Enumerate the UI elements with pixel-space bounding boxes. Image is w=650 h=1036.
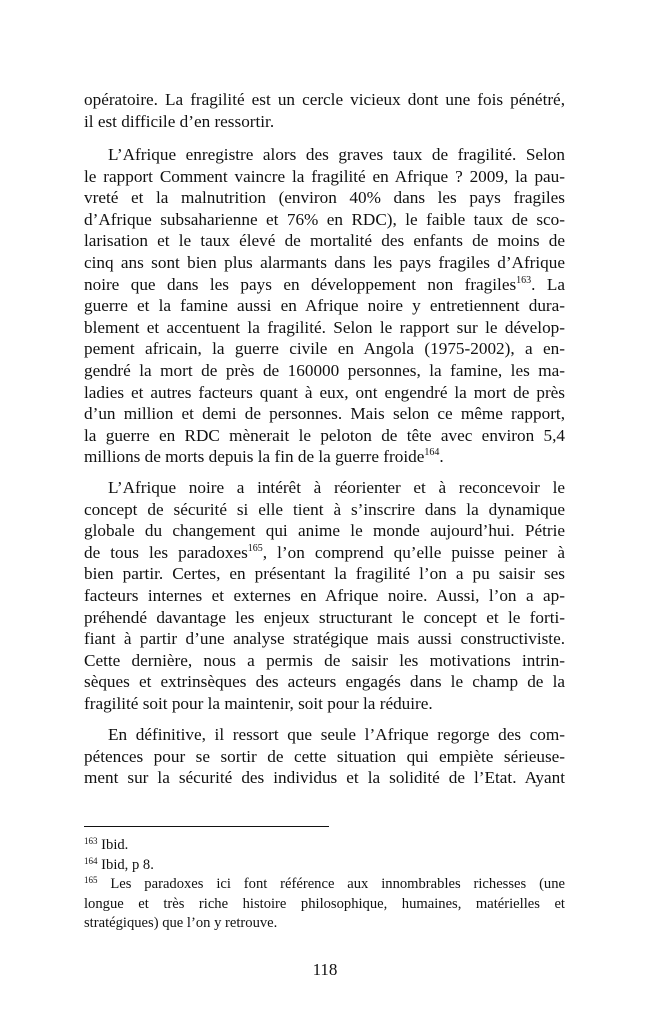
line-text: globale du changement qui anime le monde aujourd’hui. Pétrie [84, 521, 565, 541]
line-text: fragilité soit pour la maintenir, soit pour la réduire. [84, 693, 433, 713]
line-text: la guerre en RDC mènerait le peloton de tête avec environ 5,4 [84, 425, 565, 445]
line-text: millions de morts depuis la fin de la guerre froide [84, 447, 425, 467]
footnote-line [84, 836, 565, 856]
line-text: gendré la mort de près de 160000 personnes, la famine, les ma- [84, 360, 565, 380]
text-line [84, 628, 565, 650]
footnote-separator [84, 826, 329, 827]
text-line [84, 111, 565, 133]
line-text: vreté et la malnutrition (environ 40% dans les pays fragiles [84, 188, 565, 208]
page-number: 118 [312, 960, 338, 979]
line-text: facteurs internes et externes en Afrique noire. Aussi, l’on a ap- [84, 585, 565, 605]
line-text: . [439, 447, 444, 467]
footnote-text: longue et très riche histoire philosophique, humaines, matérielles et [84, 895, 565, 912]
line-text: noire que dans les pays en développement non fragiles [84, 274, 517, 294]
footnote-text: Les paradoxes ici font référence aux innombrables richesses (une [110, 876, 565, 893]
text-line [84, 520, 565, 542]
paragraph [84, 144, 565, 468]
footnote-number: 163 [84, 836, 98, 846]
text-line [84, 425, 565, 447]
text-line [84, 499, 565, 521]
line-text: opératoire. La fragilité est un cercle vicieux dont une fois pénétré, [84, 90, 565, 109]
paragraph [84, 477, 565, 715]
line-text: blement et accentuent la fragilité. Selon le rapport sur le dévelop- [84, 317, 565, 337]
paragraph [84, 89, 565, 132]
paragraph [84, 724, 565, 789]
line-text: concept de sécurité si elle tient à s’inscrire dans la dynamique [84, 499, 565, 519]
line-text: En définitive, il ressort que seule l’Afrique regorge des com- [108, 725, 565, 744]
line-text: pétences pour se sortir de cette situation qui empiète sérieuse- [84, 746, 565, 766]
text-line [84, 360, 565, 382]
footnote-line [84, 895, 565, 915]
text-line [84, 403, 565, 425]
line-text: bien partir. Certes, en présentant la fragilité l’on a pu saisir ses [84, 564, 565, 584]
line-text: . La [531, 274, 565, 294]
footnote-text: Ibid, p 8. [101, 856, 154, 873]
footnote-text: stratégiques) que l’on y retrouve. [84, 915, 278, 932]
line-text: ment sur la sécurité des individus et la solidité de l’Etat. Ayant [84, 768, 565, 788]
footnote-number: 164 [84, 855, 98, 866]
footnote-line [84, 875, 565, 895]
text-line [84, 767, 565, 789]
text-line [84, 650, 565, 672]
text-line [84, 89, 565, 111]
line-text: il est difficile d’en ressortir. [84, 111, 275, 131]
line-text: L’Afrique enregistre alors des graves taux de fragilité. Selon [108, 145, 565, 164]
text-line [84, 746, 565, 768]
line-text: de tous les paradoxes [84, 542, 248, 562]
text-line [84, 382, 565, 404]
text-line [84, 166, 565, 188]
text-line [84, 338, 565, 360]
line-text: d’Afrique subsaharienne et 76% en RDC), le faible taux de sco- [84, 209, 565, 229]
footnote-line [84, 856, 565, 876]
line-text: fiant à partir d’une analyse stratégique mais aussi constructiviste. [84, 629, 565, 649]
footnote-line [84, 914, 565, 934]
text-line [84, 542, 565, 564]
line-text: L’Afrique noire a intérêt à réorienter et à reconcevoir le [108, 478, 565, 497]
line-text: larisation et le taux élevé de mortalité des enfants de moins de [84, 231, 565, 251]
text-line [84, 563, 565, 585]
text-line [84, 230, 565, 252]
footnote-reference: 165 [247, 542, 263, 554]
text-line [84, 585, 565, 607]
line-text: , l’on comprend qu’elle puisse peiner à [262, 542, 566, 562]
text-line [84, 671, 565, 693]
text-line [84, 144, 565, 166]
text-line [84, 607, 565, 629]
footnote-text: Ibid. [101, 837, 129, 853]
line-text: le rapport Comment vaincre la fragilité en Afrique ? 2009, la pau- [84, 166, 565, 186]
line-text: cinq ans sont bien plus alarmants dans les pays fragiles d’Afrique [84, 252, 565, 272]
line-text: Cette dernière, nous a permis de saisir les motivations intrin- [84, 650, 565, 670]
line-text: ladies et autres facteurs quant à eux, ont engendré la mort de près [84, 382, 565, 402]
line-text: sèques et extrinsèques des acteurs engagés dans le champ de la [84, 672, 565, 692]
line-text: guerre et la famine aussi en Afrique noire y entretiennent dura- [84, 296, 565, 316]
footnote-reference: 164 [424, 447, 440, 459]
line-text: préhendé davantage les enjeux structurant le concept et le forti- [84, 607, 565, 627]
footnote-reference: 163 [516, 274, 532, 286]
text-line [84, 317, 565, 339]
text-line [84, 693, 565, 715]
text-line [84, 724, 565, 746]
line-text: pement africain, la guerre civile en Angola (1975-2002), a en- [84, 339, 565, 359]
text-line [84, 252, 565, 274]
footnotes [84, 836, 565, 934]
text-line [84, 446, 565, 468]
text-line [84, 187, 565, 209]
footnote-number: 165 [84, 875, 98, 886]
text-line [84, 295, 565, 317]
text-line [84, 274, 565, 296]
text-line [84, 477, 565, 499]
line-text: d’un million et demi de personnes. Mais selon ce même rapport, [84, 404, 565, 424]
text-line [84, 209, 565, 231]
